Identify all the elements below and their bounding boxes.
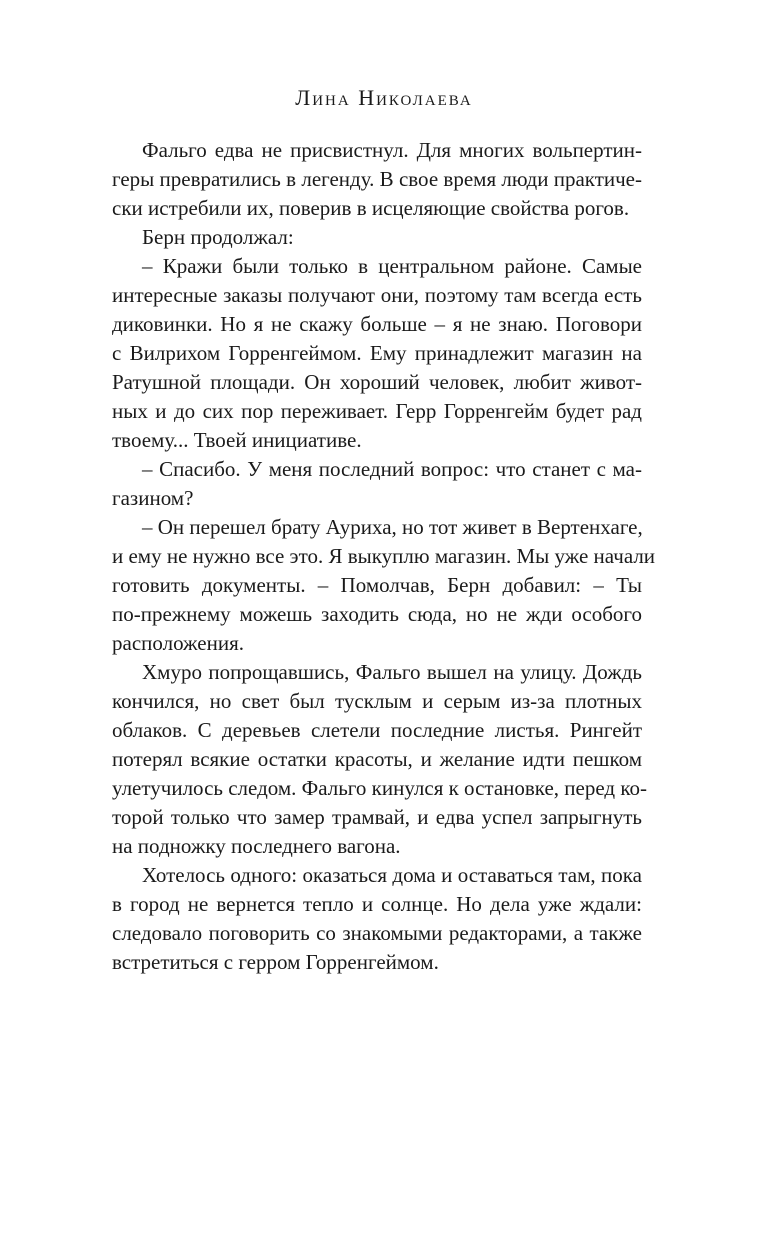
running-head: Лина Николаева [295,85,473,110]
text-line: на подножку последнего вагона. [112,834,401,858]
text-line: интересные заказы получают они, поэтому там всегда есть [112,283,642,307]
text-line: геры превратились в легенду. В свое время люди практиче- [112,167,642,191]
text-line: – Он перешел брату Ауриха, но тот живет в Вертенхаге, [142,515,643,539]
body-text [112,136,656,977]
paragraph [112,136,642,223]
text-line: ски истребили их, поверив в исцеляющие свойства рогов. [112,196,630,220]
text-line: диковинки. Но я не скажу больше – я не знаю. Поговори [112,312,642,336]
text-line: в город не вернется тепло и солнце. Но дела уже ждали: [112,892,642,916]
text-line: твоему... Твоей инициативе. [112,428,362,452]
text-line: Фальго едва не присвистнул. Для многих вольпертин- [142,138,642,162]
text-line: кончился, но свет был тусклым и серым из-за плотных [112,689,642,713]
text-line: по-прежнему можешь заходить сюда, но не жди особого [112,602,642,626]
text-line: встретиться с герром Горренгеймом. [112,950,439,974]
text-line: Берн продолжал: [142,225,294,249]
text-line: и ему не нужно все это. Я выкуплю магазин. Мы уже начали [112,544,656,568]
text-line: следовало поговорить со знакомыми редакторами, а также [112,921,642,945]
text-line: с Вилрихом Горренгеймом. Ему принадлежит магазин на [112,341,642,365]
text-line: – Спасибо. У меня последний вопрос: что станет с ма- [142,457,642,481]
paragraph [112,455,642,513]
paragraph [112,658,647,861]
paragraph [112,223,642,252]
text-line: ных и до сих пор переживает. Герр Горренгейм будет рад [112,399,642,423]
text-line: – Кражи были только в центральном районе. Самые [142,254,642,278]
text-line: торой только что замер трамвай, и едва успел запрыгнуть [112,805,642,829]
text-line: улетучилось следом. Фальго кинулся к остановке, перед ко- [112,776,647,800]
text-line: облаков. С деревьев слетели последние листья. Рингейт [112,718,642,742]
text-line: Ратушной площади. Он хороший человек, любит живот- [112,370,642,394]
text-line: расположения. [112,631,244,655]
text-line: потерял всякие остатки красоты, и желание идти пешком [112,747,642,771]
text-line: газином? [112,486,194,510]
paragraph [112,861,642,977]
text-line: готовить документы. – Помолчав, Берн добавил: – Ты [112,573,642,597]
text-line: Хотелось одного: оказаться дома и оставаться там, пока [142,863,642,887]
paragraph [112,513,656,658]
text-line: Хмуро попрощавшись, Фальго вышел на улицу. Дождь [142,660,642,684]
paragraph [112,252,642,455]
